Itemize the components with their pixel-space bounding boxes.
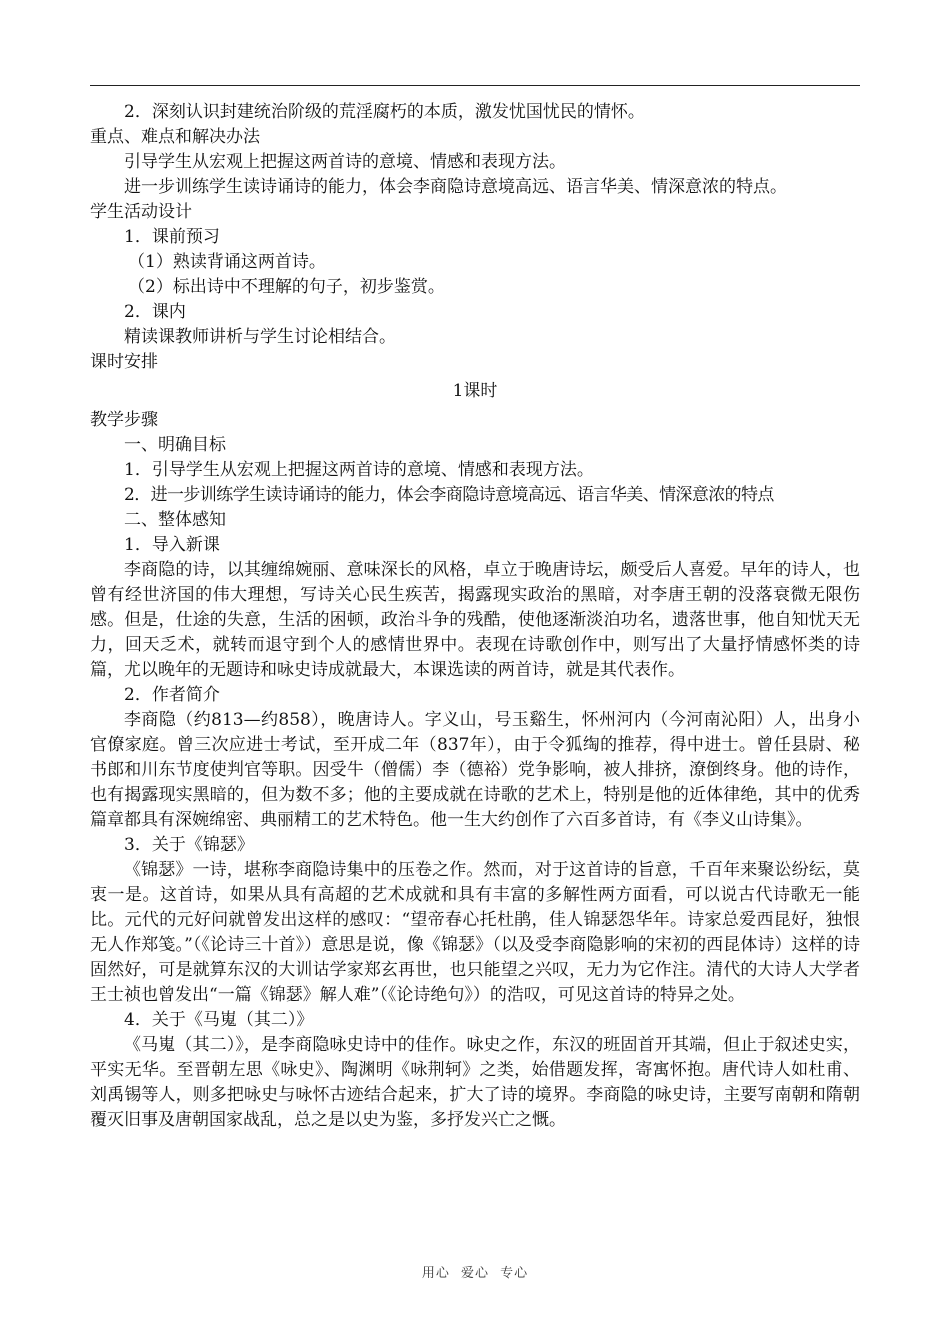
- step-2-4: 4．关于《马嵬（其二）》: [124, 1010, 314, 1030]
- author-paragraph: 李商隐（约813—约858），晚唐诗人。字义山，号玉谿生，怀州河内（今河南沁阳）人，出身小官僚家庭。曾三次应进士考试，至开成二年（837年），由于令狐绹的推荐，得中进士。曾任县尉、秘书郎和川东节度使判官等职。因受牛（僧儒）李（德裕）党争影响，被人排挤，潦倒终身。他的诗作，也有揭露现实黑暗的，但为数不多；他的主要成就在诗歌的艺术上，特别是他的近体律绝，其中的优秀篇章都具有深婉绵密、典丽精工的艺术特色。他一生大约创作了六百多首诗，有《李义山诗集》。: [90, 710, 860, 830]
- step-2-1: 1．导入新课: [124, 535, 220, 555]
- page-footer: [0, 1262, 950, 1281]
- activity-1: 1．课前预习: [124, 227, 220, 247]
- heading-teaching-steps: 教学步骤: [90, 410, 158, 430]
- heading-schedule: 课时安排: [90, 352, 158, 372]
- step-2-title: 二、整体感知: [124, 510, 226, 530]
- activity-2a: 精读课教师讲析与学生讨论相结合。: [124, 327, 396, 347]
- heading-key-points: 重点、难点和解决办法: [90, 127, 260, 147]
- step-1a: 1．引导学生从宏观上把握这两首诗的意境、情感和表现方法。: [124, 460, 594, 480]
- footer-word-2: 爱心: [460, 1266, 489, 1281]
- step-1b: 2．进一步训练学生读诗诵诗的能力，体会李商隐诗意境高远、语言华美、情深意浓的特点: [124, 485, 774, 505]
- activity-1a: （1）熟读背诵这两首诗。: [128, 252, 326, 272]
- key-point-1: 引导学生从宏观上把握这两首诗的意境、情感和表现方法。: [124, 152, 566, 172]
- heading-student-activity: 学生活动设计: [90, 202, 192, 222]
- intro-paragraph: 李商隐的诗，以其缠绵婉丽、意味深长的风格，卓立于晚唐诗坛，颇受后人喜爱。早年的诗人，也曾有经世济国的伟大理想，写诗关心民生疾苦，揭露现实政治的黑暗，对李唐王朝的没落衰微无限伤感。但是，仕途的失意，生活的困顿，政治斗争的残酷，使他逐渐淡泊功名，遗落世事，他自知忧天无力，回天乏术，就转而退守到个人的感情世界中。表现在诗歌创作中，则写出了大量抒情感怀类的诗篇，尤以晚年的无题诗和咏史诗成就最大，本课选读的两首诗，就是其代表作。: [90, 560, 860, 680]
- footer-word-3: 专心: [500, 1266, 529, 1281]
- mawei-paragraph: 《马嵬（其二）》，是李商隐咏史诗中的佳作。咏史之作，东汉的班固首开其端，但止于叙述史实，平实无华。至晋朝左思《咏史》、陶渊明《咏荆轲》之类，始借题发挥，寄寓怀抱。唐代诗人如杜甫、刘禹锡等人，则多把咏史与咏怀古迹结合起来，扩大了诗的境界。李商隐的咏史诗，主要写南朝和隋朝覆灭旧事及唐朝国家战乱，总之是以史为鉴，多抒发兴亡之慨。: [90, 1035, 860, 1130]
- step-1-title: 一、明确目标: [124, 435, 226, 455]
- step-2-2: 2．作者简介: [124, 685, 220, 705]
- schedule-value: 1课时: [452, 381, 498, 401]
- activity-2: 2．课内: [124, 302, 186, 322]
- goal-2: 2．深刻认识封建统治阶级的荒淫腐朽的本质，激发忧国忧民的情怀。: [124, 102, 645, 122]
- header-rule: [90, 85, 860, 86]
- footer-word-1: 用心: [421, 1266, 450, 1281]
- step-2-3: 3．关于《锦瑟》: [124, 835, 254, 855]
- activity-1b: （2）标出诗中不理解的句子，初步鉴赏。: [128, 277, 445, 297]
- jinse-paragraph: 《锦瑟》一诗，堪称李商隐诗集中的压卷之作。然而，对于这首诗的旨意，千百年来聚讼纷纭，莫衷一是。这首诗，如果从具有高超的艺术成就和具有丰富的多解性两方面看，可以说古代诗歌无一能比。元代的元好问就曾发出这样的感叹：“望帝春心托杜鹃，佳人锦瑟怨华年。诗家总爱西昆好，独恨无人作郑笺。”（《论诗三十首》）意思是说，像《锦瑟》（以及受李商隐影响的宋初的西昆体诗）这样的诗固然好，可是就算东汉的大训诂学家郑玄再世，也只能望之兴叹，无力为它作注。清代的大诗人大学者王士祯也曾发出“一篇《锦瑟》解人难”（《论诗绝句》）的浩叹，可见这首诗的特异之处。: [90, 860, 860, 1005]
- document-body: [90, 100, 860, 1133]
- key-point-2: 进一步训练学生读诗诵诗的能力，体会李商隐诗意境高远、语言华美、情深意浓的特点。: [124, 177, 787, 197]
